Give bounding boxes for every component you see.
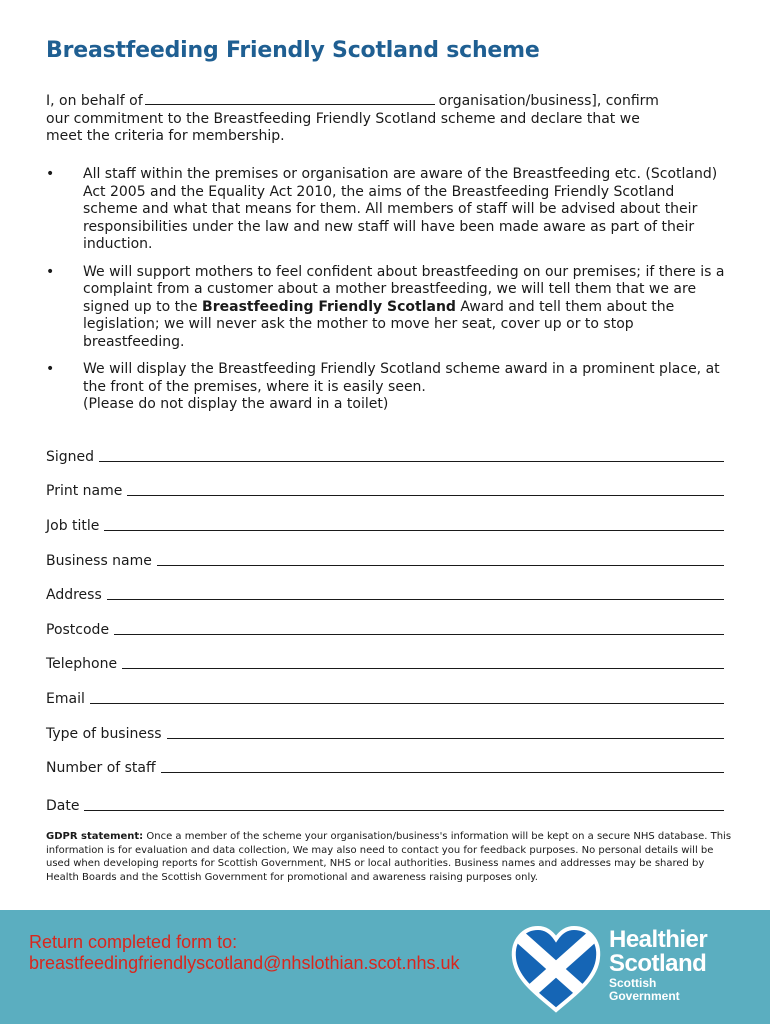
date-input-line[interactable] — [84, 810, 724, 811]
field-number-of-staff — [46, 755, 724, 777]
gdpr-statement — [46, 830, 736, 884]
gdpr-body: Once a member of the scheme your organisation/business's information will be kept on a secure NHS database. This information is for evaluation and data collection, We may also need to contact you for feedback purposes. No personal details will be used when developing reports for Scottish Government, NHS or local authorities. Business names and addresses may be shared by Health Boards and the Scottish Government for promotional and awareness raising purposes only. — [46, 831, 732, 883]
intro-prefix: I, on behalf of — [46, 93, 143, 109]
job-title-input-line[interactable] — [104, 530, 724, 531]
logo-healthier-text: Healthier — [609, 926, 708, 953]
field-type-of-business — [46, 721, 724, 743]
logo-scottish-text: Scottish — [609, 976, 657, 990]
email-input-line[interactable] — [90, 703, 724, 704]
field-date — [46, 793, 724, 815]
saltire-heart-icon — [510, 924, 602, 1014]
field-label: Job title — [46, 518, 100, 534]
intro-line-2: our commitment to the Breastfeeding Friendly Scotland scheme and declare that we — [46, 110, 640, 127]
intro-paragraph — [46, 92, 726, 146]
field-label: Signed — [46, 449, 95, 465]
logo-government-text: Government — [609, 989, 680, 1003]
criteria-bold-text: Breastfeeding Friendly Scotland — [202, 298, 456, 315]
criteria-text-before: We will support mothers to feel confident about breastfeeding on our premises; if there is a complaint from a customer about a mother breastfeeding, we will tell them that we are signed up to the — [83, 263, 725, 315]
signed-input-line[interactable] — [99, 461, 724, 462]
field-postcode — [46, 617, 724, 639]
field-business-name — [46, 548, 724, 570]
field-label: Address — [46, 587, 102, 603]
gdpr-heading: GDPR statement: — [46, 831, 144, 842]
bullet-icon: • — [46, 263, 55, 280]
criteria-text: We will display the Breastfeeding Friendly Scotland scheme award in a prominent place, at the front of the premises, where it is easily seen. — [83, 361, 720, 395]
field-label: Print name — [46, 483, 123, 499]
criteria-item — [46, 361, 730, 414]
field-label: Date — [46, 798, 80, 814]
field-label: Number of staff — [46, 760, 156, 776]
field-signed — [46, 444, 724, 466]
number-of-staff-input-line[interactable] — [161, 772, 724, 773]
field-email — [46, 686, 724, 708]
bullet-icon: • — [46, 361, 55, 377]
field-job-title — [46, 513, 724, 535]
field-label: Type of business — [46, 726, 162, 742]
criteria-note: (Please do not display the award in a toilet) — [83, 396, 389, 412]
field-address — [46, 582, 724, 604]
print-name-input-line[interactable] — [127, 495, 724, 496]
address-input-line[interactable] — [107, 599, 724, 600]
field-label: Postcode — [46, 622, 110, 638]
return-label: Return completed form to: — [29, 932, 238, 952]
return-email-link[interactable]: breastfeedingfriendlyscotland@nhslothian.scot.nhs.uk — [29, 953, 460, 973]
logo-scotland-text: Scotland — [609, 950, 707, 977]
criteria-text: All staff within the premises or organisation are aware of the Breastfeeding etc. (Scotland) Act 2005 and the Equality Act 2010, the aims of the Breastfeeding Friendly Scotland scheme and what that means for them. All members of staff will be advised about their responsibilities under the law and new staff will have been made aware as part of their induction. — [83, 166, 718, 252]
type-of-business-input-line[interactable] — [167, 738, 724, 739]
business-name-input-line[interactable] — [157, 565, 724, 566]
intro-line-3: meet the criteria for membership. — [46, 128, 285, 144]
field-telephone — [46, 651, 724, 673]
criteria-list — [46, 166, 730, 424]
bullet-icon: • — [46, 166, 55, 182]
field-label: Telephone — [46, 656, 118, 672]
telephone-input-line[interactable] — [122, 668, 724, 669]
postcode-input-line[interactable] — [114, 634, 724, 635]
field-label: Email — [46, 691, 85, 707]
intro-suffix: organisation/business], confirm — [438, 93, 659, 109]
criteria-item — [46, 166, 730, 254]
page-title: Breastfeeding Friendly Scotland scheme — [46, 38, 540, 63]
field-print-name — [46, 478, 724, 500]
criteria-text-after: Award and tell them about the legislation; we will never ask the mother to move her seat, cover up or to stop breastfeeding. — [83, 298, 675, 350]
criteria-item — [46, 264, 730, 352]
field-label: Business name — [46, 553, 152, 569]
organisation-blank-line[interactable] — [145, 92, 435, 105]
